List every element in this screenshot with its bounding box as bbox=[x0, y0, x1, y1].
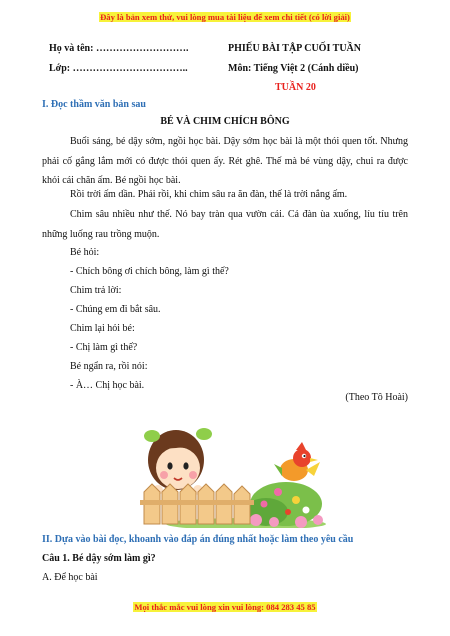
question-1: Câu 1. Bé dậy sớm làm gì? bbox=[42, 553, 156, 564]
girl-and-bird-illustration bbox=[136, 412, 326, 528]
subject-label: Môn: Tiếng Việt 2 (Cánh diều) bbox=[228, 63, 359, 74]
dialogue-line: Chim lại hỏi bé: bbox=[70, 323, 135, 334]
story-paragraph-2: Rồi trời ấm dần. Phải rồi, khi chim sâu ra ăn đàn, thế là trời nắng ấm. bbox=[70, 189, 348, 200]
class-field-label: Lớp: …………………………….. bbox=[49, 63, 188, 74]
story-source: (Theo Tô Hoài) bbox=[345, 392, 408, 403]
dialogue-line: - Chích bông ơi chích bông, làm gì thế? bbox=[70, 266, 229, 277]
week-label: TUẦN 20 bbox=[275, 82, 316, 93]
dialogue-line: Bé ngẩn ra, rồi nói: bbox=[70, 361, 148, 372]
section-2-heading: II. Dựa vào bài đọc, khoanh vào đáp án đúng nhất hoặc làm theo yêu cầu bbox=[42, 534, 354, 545]
question-1-option-a: A. Để học bài bbox=[42, 572, 98, 583]
story-paragraph-3: Chim sâu nhiều như thế. Nó bay tràn qua vườn cải. Cả đàn ùa xuống, líu tíu trên những luống rau trồng muộn. bbox=[42, 209, 408, 240]
dialogue-line: - À… Chị học bài. bbox=[70, 380, 145, 391]
dialogue-line: - Chị làm gì thế? bbox=[70, 342, 138, 353]
name-field-label: Họ và tên: ………………………. bbox=[49, 43, 189, 54]
dialogue-line: - Chúng em đi bắt sâu. bbox=[70, 304, 161, 315]
preview-notice: Đây là bản xem thử, vui lòng mua tài liệu để xem chi tiết (có lời giải) bbox=[100, 12, 350, 22]
sheet-title: PHIẾU BÀI TẬP CUỐI TUẦN bbox=[228, 43, 361, 54]
contact-notice: Mọi thắc mắc vui lòng xin vui lòng: 084 283 45 85 bbox=[134, 602, 316, 612]
story-paragraph-1: Buổi sáng, bé dậy sớm, ngồi học bài. Dậy sớm học bài là một thói quen tốt. Nhưng phải cố gắng lắm mới có được thói quen ấy. Rét ghê. Thế mà bé vùng dậy, chui ra được khỏi cái chăn ấm. Bé ngồi học bài. bbox=[42, 136, 408, 186]
dialogue-line: Bé hỏi: bbox=[70, 247, 100, 258]
story-title: BÉ VÀ CHIM CHÍCH BÔNG bbox=[160, 116, 290, 127]
section-1-heading: I. Đọc thầm văn bản sau bbox=[42, 99, 146, 110]
dialogue-line: Chim trả lời: bbox=[70, 285, 122, 296]
